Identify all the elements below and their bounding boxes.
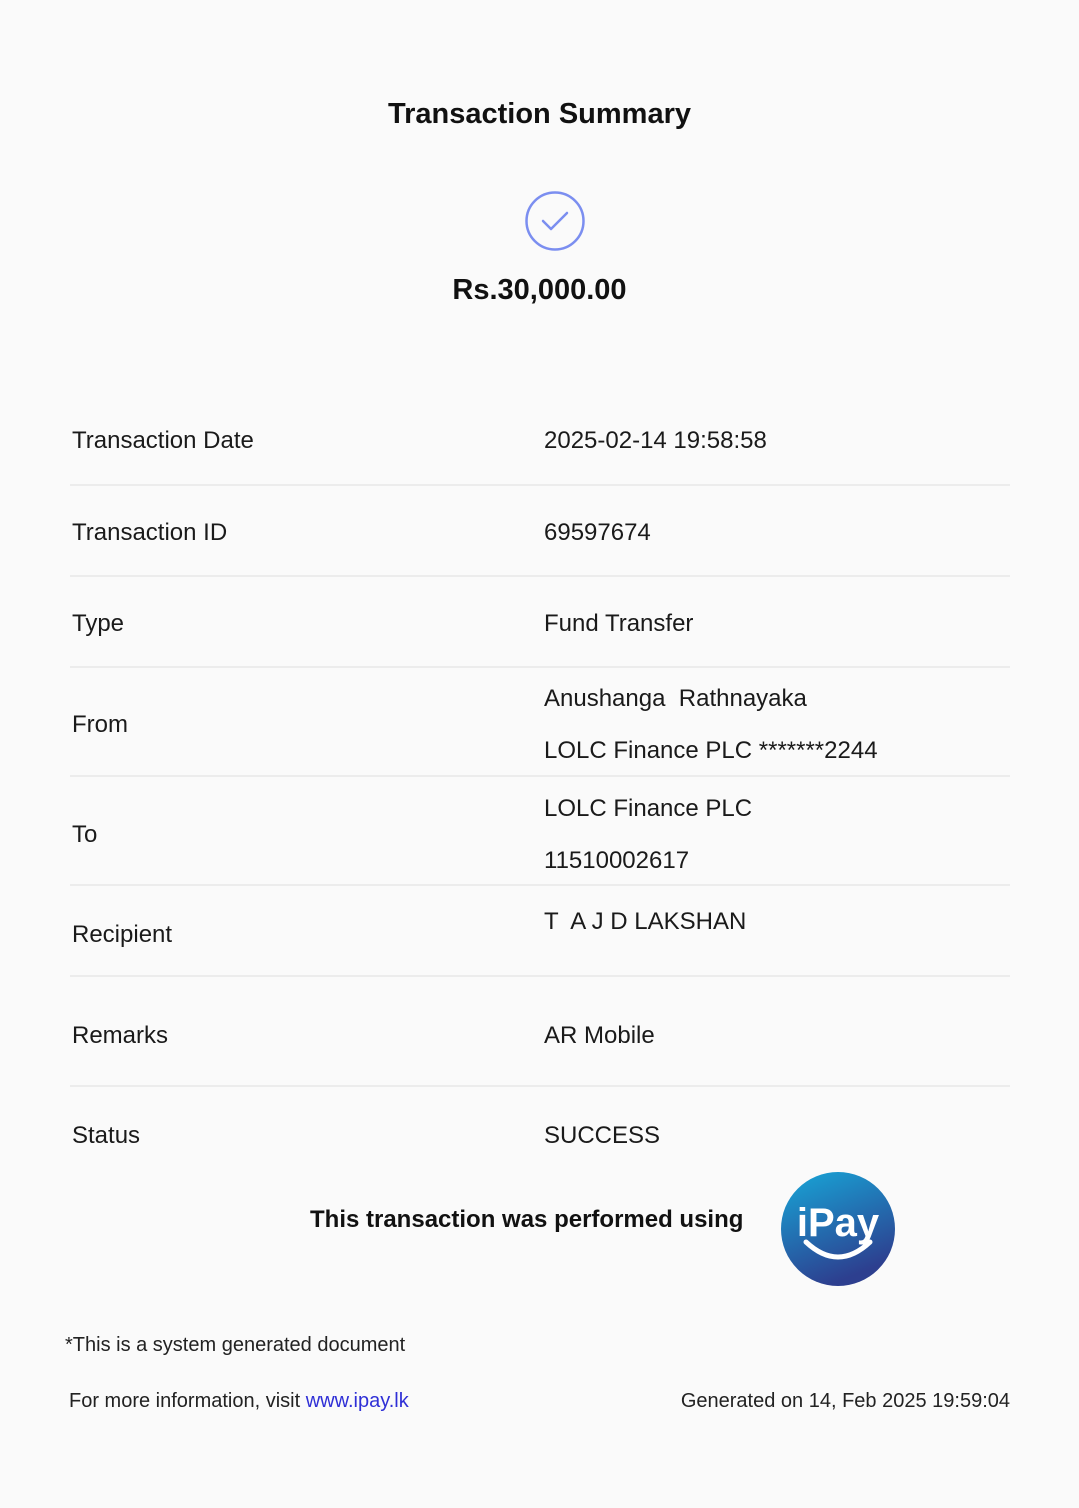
row-status: [70, 1087, 1010, 1167]
row-from: [70, 668, 1010, 777]
from-name: Anushanga Rathnayaka: [544, 685, 807, 712]
to-account: 11510002617: [544, 847, 690, 874]
to-bank: LOLC Finance PLC: [544, 795, 753, 822]
page-title: Transaction Summary: [388, 98, 691, 130]
ipay-website-link[interactable]: www.ipay.lk: [305, 1390, 409, 1412]
from-account: LOLC Finance PLC *******2244: [544, 737, 878, 764]
row-recipient: [70, 886, 1010, 977]
more-info-prefix: For more information, visit: [69, 1390, 306, 1412]
recipient-label: Recipient: [72, 921, 173, 948]
transaction-id-value: 69597674: [544, 519, 651, 546]
to-label: To: [72, 821, 98, 848]
performed-using-text: This transaction was performed using: [310, 1206, 744, 1233]
row-transaction-date: [70, 396, 1010, 486]
more-info: [69, 1390, 409, 1413]
ipay-logo-text: iPay: [796, 1201, 880, 1245]
recipient-value: T A J D LAKSHAN: [544, 908, 747, 935]
status-label: Status: [72, 1122, 141, 1149]
row-type: [70, 577, 1010, 668]
check-circle-icon: [524, 190, 586, 252]
row-to: [70, 777, 1010, 886]
transaction-date-label: Transaction Date: [72, 427, 254, 454]
transaction-details: [70, 396, 1010, 1167]
remarks-label: Remarks: [72, 1022, 169, 1049]
type-label: Type: [72, 610, 125, 637]
generated-timestamp: Generated on 14, Feb 2025 19:59:04: [680, 1390, 1010, 1412]
status-value: SUCCESS: [544, 1122, 661, 1149]
from-label: From: [72, 711, 128, 738]
system-generated-note: *This is a system generated document: [65, 1334, 406, 1356]
transaction-id-label: Transaction ID: [72, 519, 228, 546]
row-transaction-id: [70, 486, 1010, 577]
transaction-amount: Rs.30,000.00: [452, 274, 627, 306]
remarks-value: AR Mobile: [544, 1022, 655, 1049]
ipay-logo: [778, 1170, 898, 1288]
type-value: Fund Transfer: [544, 610, 694, 637]
transaction-date-value: 2025-02-14 19:58:58: [544, 427, 767, 454]
row-remarks: [70, 977, 1010, 1087]
